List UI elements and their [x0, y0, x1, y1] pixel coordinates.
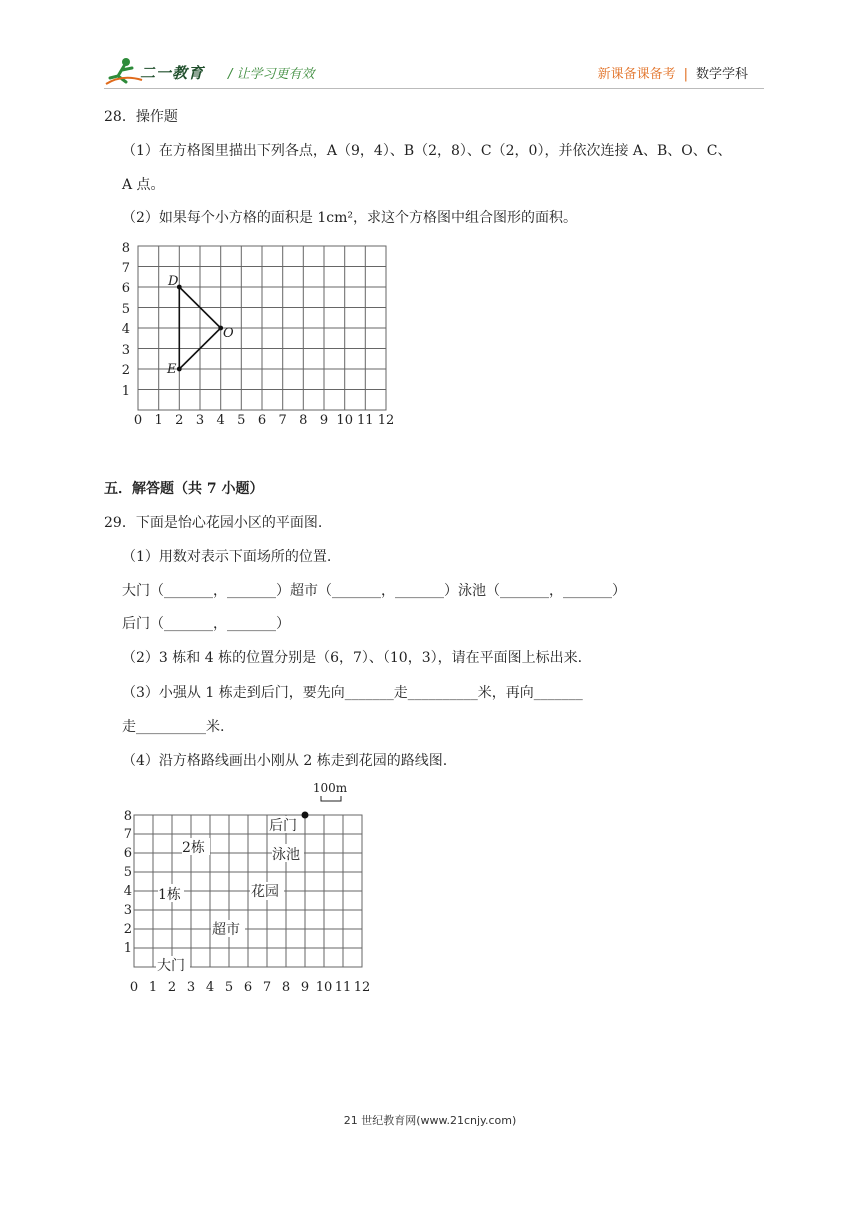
map-label-building-1: 1栋 — [158, 887, 181, 903]
x-tick: 9 — [300, 980, 310, 995]
x-tick: 4 — [205, 980, 215, 995]
x-tick: 5 — [224, 980, 234, 995]
x-tick: 3 — [186, 980, 196, 995]
q29-part4: （4）沿方格路线画出小刚从 2 栋走到花园的路线图. — [122, 753, 448, 769]
point-E — [177, 367, 182, 372]
q28-title: 28．操作题 — [104, 109, 178, 125]
y-tick: 1 — [121, 384, 130, 399]
y-tick: 5 — [123, 865, 132, 880]
q29-blanks-line2: 后门（_______，_______） — [122, 616, 290, 632]
x-tick: 12 — [353, 980, 371, 995]
label-O: O — [223, 326, 234, 341]
slogan: / 让学习更有效 — [228, 67, 315, 82]
back-gate-point — [302, 812, 309, 819]
x-tick: 3 — [195, 413, 205, 428]
brand-name: 二一教育 — [140, 64, 205, 82]
grid-lines — [138, 246, 386, 410]
y-tick: 4 — [121, 322, 130, 337]
header-divider — [104, 88, 764, 89]
x-tick: 2 — [167, 980, 177, 995]
x-tick: 5 — [237, 413, 246, 428]
q29-part3-line2: 走__________米. — [122, 719, 225, 735]
q29-title: 29．下面是怡心花园小区的平面图. — [104, 515, 323, 531]
community-map-grid — [110, 776, 400, 1000]
map-label-garden: 花园 — [251, 884, 279, 900]
map-label-pool: 泳池 — [272, 847, 300, 863]
map-label-supermarket: 超市 — [212, 922, 240, 938]
q29-blanks-line1: 大门（_______，_______）超市（_______，_______）泳池（_______，_______） — [122, 583, 626, 599]
x-tick: 11 — [334, 980, 352, 995]
x-tick: 11 — [357, 413, 374, 428]
y-tick: 6 — [121, 281, 130, 296]
y-tick: 2 — [121, 363, 130, 378]
q29-part1: （1）用数对表示下面场所的位置. — [122, 549, 332, 565]
q29-part3-line1: （3）小强从 1 栋走到后门，要先向_______走__________米，再向_______ — [122, 685, 583, 701]
header-subject-label: 数学学科 — [695, 67, 748, 82]
y-tick: 4 — [123, 884, 132, 899]
x-tick: 12 — [377, 413, 395, 428]
y-tick: 1 — [123, 941, 132, 956]
runner-logo-icon — [104, 56, 144, 88]
x-tick: 7 — [262, 980, 272, 995]
y-tick: 6 — [123, 846, 132, 861]
x-tick: 0 — [129, 980, 139, 995]
section5-title: 五．解答题（共 7 小题） — [104, 481, 264, 497]
header-right — [598, 63, 748, 82]
y-tick: 2 — [123, 922, 132, 937]
label-D: D — [168, 274, 179, 289]
x-tick: 10 — [315, 980, 333, 995]
coordinate-grid-q28 — [110, 236, 410, 436]
q28-part2: （2）如果每个小方格的面积是 1cm²，求这个方格图中组合图形的面积。 — [122, 210, 577, 226]
x-tick: 1 — [154, 413, 163, 428]
y-tick: 7 — [121, 261, 130, 276]
x-tick: 0 — [133, 413, 143, 428]
x-tick: 8 — [281, 980, 291, 995]
page-footer: 21 世纪教育网(www.21cnjy.com) — [343, 1114, 517, 1127]
q29-part2: （2）3 栋和 4 栋的位置分别是（6，7）、（10，3），请在平面图上标出来. — [122, 650, 583, 666]
map-y-tick-labels — [124, 809, 132, 956]
y-tick: 3 — [123, 903, 132, 918]
y-tick: 8 — [121, 241, 130, 256]
x-tick: 10 — [336, 413, 353, 428]
y-tick: 5 — [121, 302, 130, 317]
label-E: E — [167, 362, 177, 377]
x-tick: 9 — [319, 413, 329, 428]
q28-part1-line2: A 点。 — [122, 177, 165, 193]
header-course-label: 新课备课备考 — [597, 67, 676, 82]
y-tick: 7 — [123, 827, 132, 842]
map-x-tick-labels — [130, 980, 370, 995]
header-separator: | — [683, 67, 688, 82]
y-tick: 8 — [123, 809, 132, 824]
x-tick-labels — [134, 413, 394, 428]
x-tick: 4 — [216, 413, 225, 428]
x-tick: 2 — [175, 413, 184, 428]
x-tick: 7 — [278, 413, 287, 428]
x-tick: 8 — [299, 413, 308, 428]
x-tick: 6 — [257, 413, 267, 428]
map-label-back-gate: 后门 — [269, 818, 297, 834]
y-tick: 3 — [121, 343, 130, 358]
q28-part1-line1: （1）在方格图里描出下列各点，A（9，4）、B（2，8）、C（2，0），并依次连接 A、B、O、C、 — [122, 143, 732, 159]
map-label-main-gate: 大门 — [157, 958, 185, 974]
scale-label: 100m — [312, 781, 348, 795]
x-tick: 1 — [148, 980, 158, 995]
y-tick-labels — [122, 241, 130, 399]
scale-bar — [321, 796, 341, 801]
map-label-building-2: 2栋 — [182, 840, 205, 856]
x-tick: 6 — [243, 980, 253, 995]
